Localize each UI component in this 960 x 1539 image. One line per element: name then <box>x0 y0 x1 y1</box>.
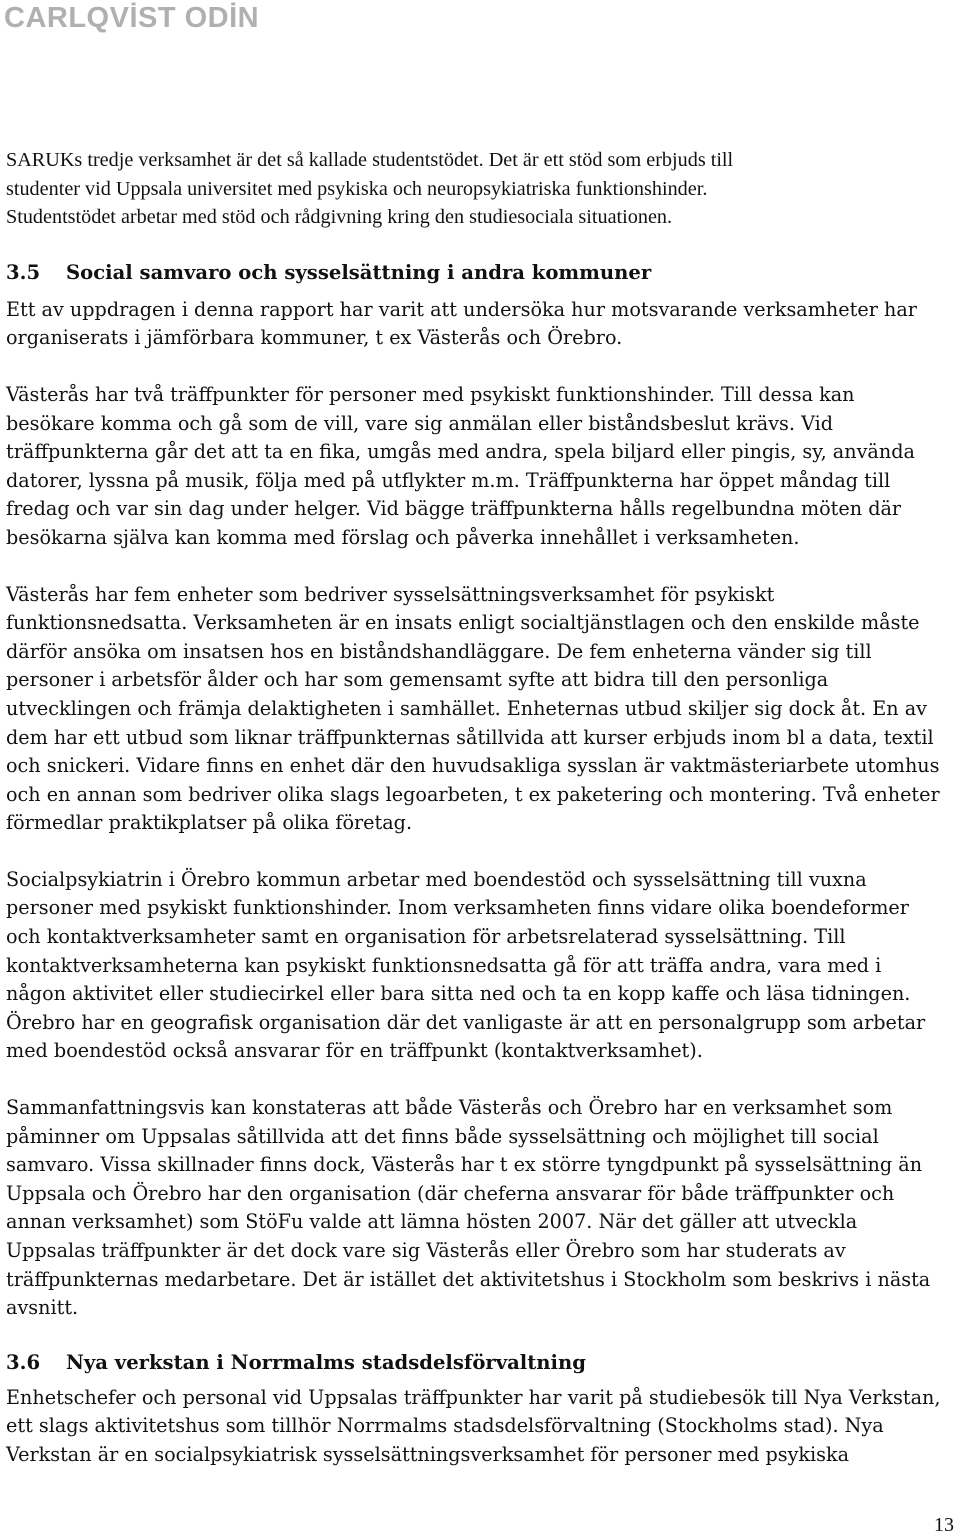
text-line: dem har ett utbud som liknar träffpunkternas såtillvida att kurser erbjuds inom bl a data, textil <box>6 725 934 749</box>
page-number: 13 <box>934 1514 954 1536</box>
text-line: och snickeri. Vidare finns en enhet där den huvudsakliga sysslan är vaktmästeriarbete utomhus <box>6 754 940 778</box>
text-line: träffpunkterna går det att ta en fika, umgås med andra, spela biljard eller pingis, sy, använda <box>6 440 915 464</box>
section-title: Social samvaro och sysselsättning i andra kommuner <box>66 260 652 284</box>
text-line: samvaro. Vissa skillnader finns dock, Västerås har t ex större tyngdpunkt på sysselsättning än <box>6 1153 923 1177</box>
text-line: med boendestöd också ansvarar för en träffpunkt (kontaktverksamhet). <box>6 1039 703 1063</box>
text-line: påminner om Uppsalas såtillvida att det finns både sysselsättning och möjlighet till social <box>6 1124 879 1148</box>
text-line: förmedlar praktikplatser på olika företag. <box>6 811 413 835</box>
text-line: studenter vid Uppsala universitet med psykiska och neuropsykiatriska funktionshinder. <box>6 177 708 200</box>
section-number: 3.6 <box>6 1350 41 1374</box>
section-heading-3-6 <box>6 1351 958 1374</box>
text-line: annan verksamhet) som StöFu valde att lämna hösten 2007. När det gäller att utveckla <box>6 1210 858 1234</box>
text-line: ett slags aktivitetshus som tillhör Norrmalms stadsdelsförvaltning (Stockholms stad). Nya <box>6 1414 884 1438</box>
text-line: Enhetschefer och personal vid Uppsalas träffpunkter har varit på studiebesök till Nya Verkstan, <box>6 1385 941 1409</box>
section-title: Nya verkstan i Norrmalms stadsdelsförvaltning <box>66 1350 586 1374</box>
text-line: personer med psykiskt funktionshinder. Inom verksamheten finns vidare olika boendeformer <box>6 896 909 920</box>
text-line: därför ansöka om insatsen hos en biståndshandläggare. De fem enheterna vänder sig till <box>6 639 872 663</box>
text-line: Sammanfattningsvis kan konstateras att både Västerås och Örebro har en verksamhet som <box>6 1096 893 1120</box>
text-line: funktionsnedsatta. Verksamheten är en insats enligt socialtjänstlagen och den enskilde måste <box>6 611 920 635</box>
text-line: träffpunkternas medarbetare. Det är istället det aktivitetshus i Stockholm som beskrivs i nästa <box>6 1267 931 1291</box>
text-line: avsnitt. <box>6 1296 79 1320</box>
paragraph <box>6 866 958 1066</box>
text-line: besökarna själva kan komma med förslag och påverka innehållet i verksamheten. <box>6 525 800 549</box>
paragraph <box>6 381 958 553</box>
paragraph <box>6 581 958 838</box>
text-line: och kontaktverksamheter samt en organisation för arbetsrelaterad sysselsättning. Till <box>6 925 846 949</box>
paragraph <box>6 1094 958 1323</box>
paragraph <box>6 1384 958 1470</box>
paragraph-intro <box>6 146 958 232</box>
text-line: och en annan som bedriver olika slags legoarbeten, t ex paketering och montering. Två enheter <box>6 782 940 806</box>
text-line: SARUKs tredje verksamhet är det så kallade studentstödet. Det är ett stöd som erbjuds till <box>6 149 734 171</box>
paragraph <box>6 296 958 353</box>
document-body <box>6 146 958 1470</box>
section-number: 3.5 <box>6 260 41 284</box>
text-line: kontaktverksamheterna kan psykiskt funktionsnedsatta gå för att träffa andra, vara med i <box>6 953 882 977</box>
text-line: Västerås har två träffpunkter för personer med psykiskt funktionshinder. Till dessa kan <box>6 382 855 406</box>
company-logo: CARLQVİST ODİN <box>4 2 260 34</box>
text-line: Uppsalas träffpunkter är det dock vare sig Västerås eller Örebro som har studerats av <box>6 1239 846 1262</box>
text-line: fredag och var sin dag under helger. Vid bägge träffpunkterna hålls regelbundna möten där <box>6 497 902 521</box>
text-line: utvecklingen och främja delaktigheten i samhället. Enheternas utbud skiljer sig dock åt. En av <box>6 696 927 720</box>
text-line: datorer, lyssna på musik, följa med på utflykter m.m. Träffpunkterna har öppet måndag till <box>6 468 891 492</box>
text-line: Västerås har fem enheter som bedriver sysselsättningsverksamhet för psykiskt <box>6 582 775 606</box>
text-line: någon aktivitet eller studiecirkel eller bara sitta ned och ta en kopp kaffe och läsa tidningen. <box>6 982 911 1006</box>
text-line: Verkstan är en socialpsykiatrisk sysselsättningsverksamhet för personer med psykiska <box>6 1442 850 1466</box>
text-line: Uppsala och Örebro har den organisation (där cheferna ansvarar för både träffpunkter och <box>6 1181 895 1205</box>
text-line: Ett av uppdragen i denna rapport har varit att undersöka hur motsvarande verksamheter har <box>6 297 917 321</box>
text-line: besökare komma och gå som de vill, vare sig anmälan eller biståndsbeslut krävs. Vid <box>6 411 834 435</box>
section-heading-3-5 <box>6 261 958 284</box>
text-line: Örebro har en geografisk organisation där det vanligaste är att en personalgrupp som arbetar <box>6 1010 926 1034</box>
text-line: Socialpsykiatrin i Örebro kommun arbetar med boendestöd och sysselsättning till vuxna <box>6 867 867 891</box>
text-line: personer i arbetsför ålder och har som gemensamt syfte att bidra till den personliga <box>6 668 829 692</box>
text-line: organiserats i jämförbara kommuner, t ex Västerås och Örebro. <box>6 326 623 350</box>
text-line: Studentstödet arbetar med stöd och rådgivning kring den studiesociala situationen. <box>6 206 673 229</box>
